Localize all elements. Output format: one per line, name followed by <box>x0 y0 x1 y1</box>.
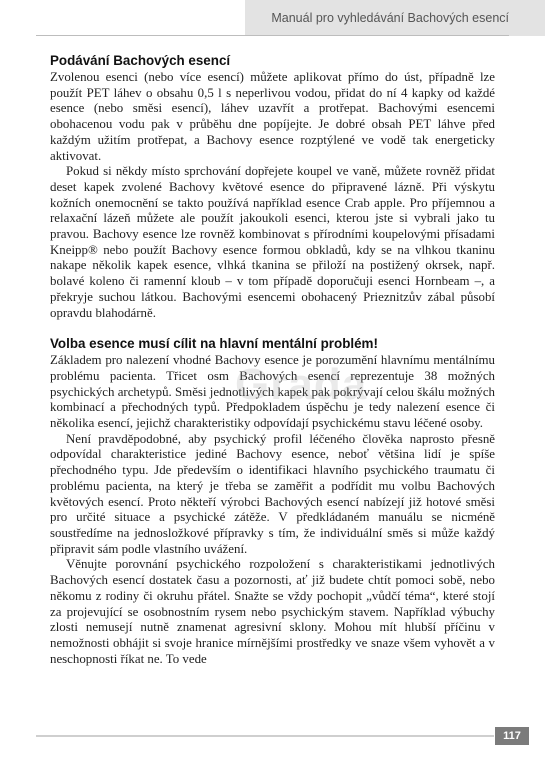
paragraph: Pokud si někdy místo sprchování dopřejete koupel ve vaně, můžete rovněž přidat deset kapek zvolené Bachovy květové esence do připravené lázně. Při výskytu kožních onemocnění se takto používá například esence Crab apple. Pro příjemnou a relaxační lázeň můžete ale použít jakoukoli esenci, kterou jste si vybrali jako tu pravou. Bachovy esence lze rovněž kombinovat s přírodními koupelovými přísadami Kneipp® nebo použít Bachovy esence formou obkladů, kdy se na vlhkou tkaninu nakape několik kapek esence, vlhká tkanina se přiloží na postižený okrsek, např. bolavé koleno či ramenní kloub – v tom případě doporučuji esenci Hornbeam –, a překryje suchou látkou. Bachovými esencemi obohacený Prieznitzův zábal působí opravdu blahodárně. <box>50 164 495 320</box>
watermark: Grada <box>235 360 368 409</box>
paragraph: Věnujte porovnání psychického rozpoložení s charakteristikami jednotlivých Bachových esencí dostatek času a pozornosti, ať již budete chtít pomoci sobě, nebo někomu z rodiny či okruhu přátel. Snažte se vždy pochopit „vůdčí téma“, které stojí za projevující se osobnostním rysem nebo psychickým stavem. Například výbuchy zlosti nemusejí nutně znamenat agresivní sklony. Mohou mít hlubší příčinu v nemožnosti obhájit si svoje hranice mírnějšími prostředky ve snaze všem vyhovět a v neschopnosti říkat ne. To vede <box>50 557 495 666</box>
paragraph: Základem pro nalezení vhodné Bachovy esence je porozumění hlavnímu mentálnímu problému pacienta. Třicet osm Bachových esencí reprezentuje 38 možných psychických archetypů. Směsi jednotlivých kapek pak pokrývají celou škálu možných kombinací a přechodných typů. Předpokladem úspěchu je tedy nalezení esence či několika esencí, jejichž charakteristiky odpovídají psychickému stavu léčené osoby. <box>50 353 495 431</box>
header-rule <box>36 35 509 36</box>
footer-rule <box>36 735 494 737</box>
page-number: 117 <box>495 727 529 745</box>
section-heading: Volba esence musí cílit na hlavní mentální problém! <box>50 336 378 352</box>
section-heading: Podávání Bachových esencí <box>50 53 231 68</box>
paragraph: Není pravděpodobné, aby psychický profil léčeného člověka naprosto přesně odpovídal charakteristice jediné Bachovy esence, neboť většina lidí je spíše přechodného typu. Jde především o identifikaci hlavního psychického traumatu či problému pacienta, na který je třeba se zaměřit a podřídit mu volbu Bachových květových esencí. Proto někteří výrobci Bachových esencí nabízejí již hotové směsi pro určité situace a psychické zátěže. V předkládaném manuálu se nicméně soustředíme na jednosložkové přípravky s tím, že individuální směs si může každý připravit sám podle vlastního uvážení. <box>50 431 495 556</box>
running-title: Manuál pro vyhledávání Bachových esencí <box>271 11 509 25</box>
section-administration <box>50 52 495 321</box>
page-header <box>0 0 545 36</box>
paragraph: Zvolenou esenci (nebo více esencí) můžete aplikovat přímo do úst, případně lze použít PET láhev o obsahu 0,5 l s neperlivou vodou, přidat do ní 4 kapky od každé esence (nebo směsi esencí), láhev uzavřít a protřepat. Bachovými esencemi obohacenou vodu pak v průběhu dne popíjejte. Je dobré obsah PET láhve před každým užitím protřepat, a Bachovy esence rozptýlené ve vodě tak energeticky aktivovat. <box>50 70 495 163</box>
